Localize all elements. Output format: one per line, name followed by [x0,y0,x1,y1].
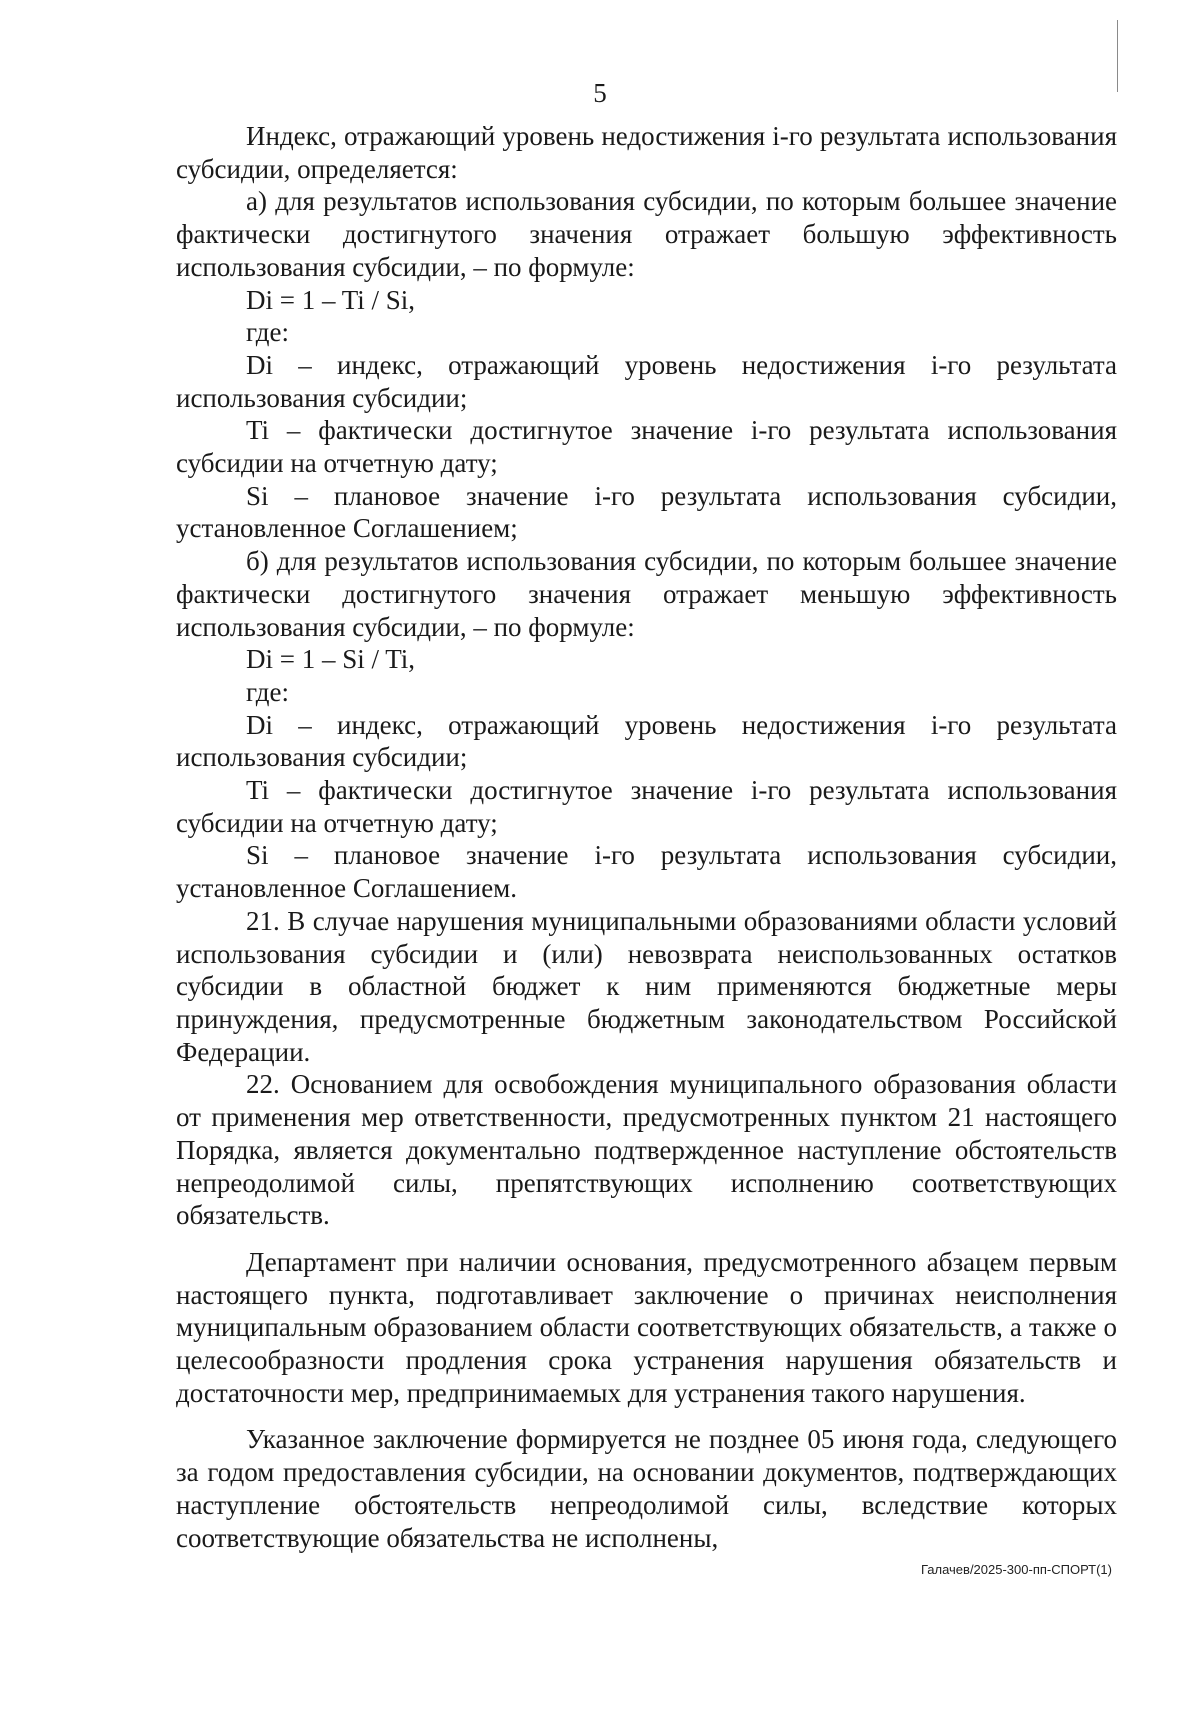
where-label-a: где: [246,317,289,348]
case-a-text: а) для результатов использования субсидии, по которым большее значение фактически достигнутого значения отражает большую эффективность использования субсидии, – по формуле: [176,186,1117,282]
clause-22: 22. Основанием для освобождения муниципального образования области от применения мер ответственности, предусмотренных пунктом 21 настоящего Порядка, является документально подтвержденное наступление обстоятельств непреодолимой силы, препятствующих исполнению соответствующих обязательств. [176,1069,1117,1231]
case-b-text: б) для результатов использования субсидии, по которым большее значение фактически достигнутого значения отражает меньшую эффективность использования субсидии, – по формуле: [176,546,1117,642]
definition-si-a: Si – плановое значение i-го результата использования субсидии, установленное Соглашением; [176,480,1117,544]
formula-a: Di = 1 – Ti / Si, [246,284,416,315]
document-body [176,120,1117,1554]
page-number: 5 [593,78,607,108]
clause-21: 21. В случае нарушения муниципальными образованиями области условий использования субсидии и (или) невозврата неиспользованных остатков субсидии в областной бюджет к ним применяются бюджетные меры принуждения, предусмотренные бюджетным законодательством Российской Федерации. [176,905,1117,1067]
conclusion-paragraph: Указанное заключение формируется не позднее 05 июня года, следующего за годом предоставления субсидии, на основании документов, подтверждающих наступление обстоятельств непреодолимой силы, вследствие которых соответствующие обязательства не исполнены, [176,1424,1117,1553]
definition-di-a: Di – индекс, отражающий уровень недостижения i-го результата использования субсидии; [176,349,1117,413]
definition-di-b: Di – индекс, отражающий уровень недостижения i-го результата использования субсидии; [176,709,1117,773]
formula-b: Di = 1 – Si / Ti, [246,644,416,675]
department-paragraph: Департамент при наличии основания, предусмотренного абзацем первым настоящего пункта, подготавливает заключение о причинах неисполнения муниципальным образованием области соответствующих обязательств, а также о целесообразности продления срока устранения нарушения обязательств и достаточности мер, предпринимаемых для устранения такого нарушения. [176,1246,1117,1408]
document-code: Галачев/2025-300-пп-СПОРТ(1) [920,1562,1112,1577]
scan-edge-mark [1117,20,1118,92]
definition-ti-b: Ti – фактически достигнутое значение i-го результата использования субсидии на отчетную дату; [176,775,1117,838]
where-label-b: где: [246,676,289,707]
index-intro: Индекс, отражающий уровень недостижения i-го результата использования субсидии, определяется: [176,121,1117,184]
definition-si-b: Si – плановое значение i-го результата использования субсидии, установленное Соглашением. [176,840,1117,904]
definition-ti-a: Ti – фактически достигнутое значение i-го результата использования субсидии на отчетную дату; [176,415,1117,479]
